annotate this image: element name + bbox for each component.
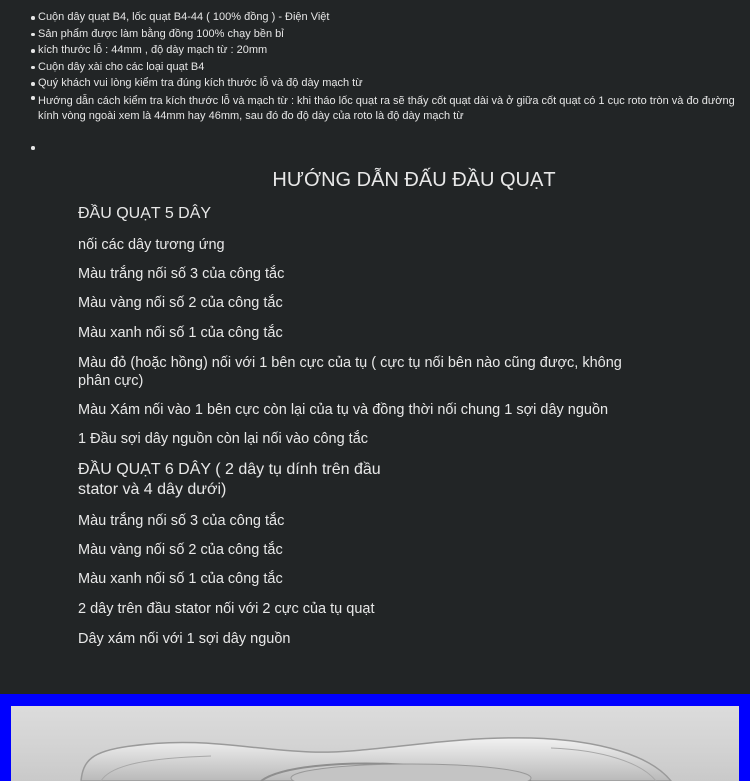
six-wire-line: 2 dây trên đầu stator nối với 2 cực của tụ quạt — [78, 601, 375, 617]
wiring-guide-title: HƯỚNG DẪN ĐẤU ĐẦU QUẠT — [272, 169, 556, 191]
five-wire-line: Màu Xám nối vào 1 bên cực còn lại của tụ và đồng thời nối chung 1 sợi dây nguồn — [78, 402, 609, 418]
six-wire-line: Dây xám nối với 1 sợi dây nguồn — [78, 631, 291, 647]
product-photo — [11, 706, 739, 781]
six-wire-line: Màu xanh nối số 1 của công tắc — [78, 571, 283, 587]
five-wire-line: Màu đỏ (hoặc hồng) nối với 1 bên cực của tụ ( cực tụ nối bên nào cũng được, không phân cực) — [78, 355, 622, 389]
six-wire-line: Màu trắng nối số 3 của công tắc — [78, 513, 285, 529]
six-wire-heading-line2: stator và 4 dây dưới) — [78, 481, 227, 498]
feature-item: Sản phẩm được làm bằng đồng 100% chạy bền bỉ — [28, 27, 740, 42]
five-wire-heading: ĐẦU QUẠT 5 DÂY — [78, 205, 212, 222]
six-wire-line: Màu vàng nối số 2 của công tắc — [78, 542, 283, 558]
six-wire-heading-line1: ĐẦU QUẠT 6 DÂY ( 2 dây tụ dính trên đầu — [78, 461, 381, 478]
empty-feature-item — [28, 141, 740, 156]
feature-item: Quý khách vui lòng kiểm tra đúng kích thước lỗ và độ dày mạch từ — [28, 76, 740, 91]
five-wire-line: 1 Đầu sợi dây nguồn còn lại nối vào công tắc — [78, 431, 369, 447]
feature-item: Cuộn dây xài cho các loại quạt B4 — [28, 60, 740, 75]
fan-coil-image — [11, 706, 739, 781]
feature-item: kích thước lỗ : 44mm , độ dày mạch từ : 20mm — [28, 43, 740, 58]
feature-item: Hướng dẫn cách kiểm tra kích thước lỗ và mạch từ : khi tháo lốc quạt ra sẽ thấy cốt quạt dài và ở giữa cốt quạt có 1 cục roto tròn và đo đường kính vòng ngoài xem là 44mm hay 46mm, sau đó đo độ dày của roto là độ dày mạch từ — [28, 94, 740, 124]
five-wire-line: nối các dây tương ứng — [78, 237, 225, 253]
five-wire-line: Màu xanh nối số 1 của công tắc — [78, 325, 283, 341]
product-feature-list — [28, 10, 740, 158]
five-wire-line: Màu vàng nối số 2 của công tắc — [78, 295, 283, 311]
five-wire-line: Màu trắng nối số 3 của công tắc — [78, 266, 285, 282]
feature-item: Cuộn dây quạt B4, lốc quạt B4-44 ( 100% đồng ) - Điện Việt — [28, 10, 740, 25]
